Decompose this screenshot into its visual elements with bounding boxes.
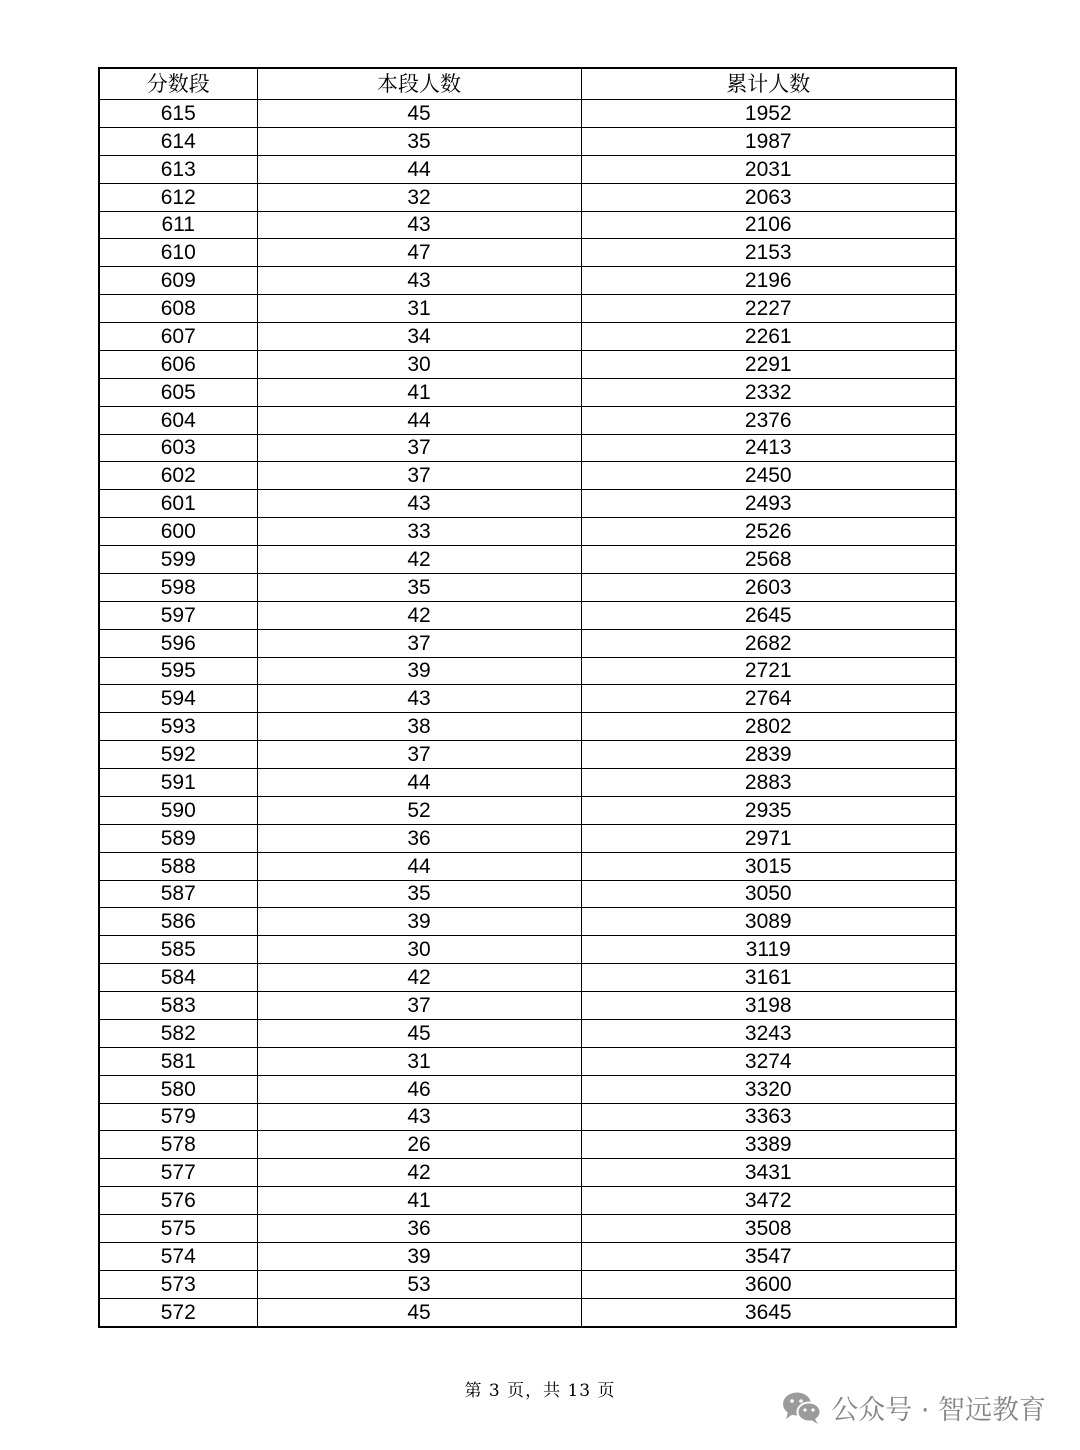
segment-count-cell: 35 xyxy=(257,880,581,908)
table-row xyxy=(99,1131,956,1159)
score-cell: 594 xyxy=(99,685,257,713)
cumulative-count-cell: 3274 xyxy=(581,1047,956,1075)
cumulative-count-cell: 3600 xyxy=(581,1270,956,1298)
table-row xyxy=(99,434,956,462)
cumulative-count-cell: 1952 xyxy=(581,100,956,128)
table-row xyxy=(99,601,956,629)
table-row xyxy=(99,1270,956,1298)
cumulative-count-cell: 3431 xyxy=(581,1159,956,1187)
segment-count-cell: 36 xyxy=(257,1215,581,1243)
score-cell: 573 xyxy=(99,1270,257,1298)
table-row xyxy=(99,880,956,908)
cumulative-count-cell: 3363 xyxy=(581,1103,956,1131)
cumulative-count-cell: 2153 xyxy=(581,239,956,267)
score-cell: 581 xyxy=(99,1047,257,1075)
cumulative-count-cell: 2332 xyxy=(581,378,956,406)
segment-count-cell: 33 xyxy=(257,518,581,546)
segment-count-cell: 37 xyxy=(257,992,581,1020)
segment-count-cell: 35 xyxy=(257,573,581,601)
segment-count-cell: 39 xyxy=(257,1242,581,1270)
cumulative-count-cell: 3472 xyxy=(581,1187,956,1215)
segment-count-cell: 41 xyxy=(257,378,581,406)
table-row xyxy=(99,769,956,797)
cumulative-count-cell: 2031 xyxy=(581,155,956,183)
table-row xyxy=(99,713,956,741)
table-row xyxy=(99,741,956,769)
segment-count-cell: 44 xyxy=(257,852,581,880)
segment-count-cell: 37 xyxy=(257,434,581,462)
cumulative-count-cell: 3119 xyxy=(581,936,956,964)
score-cell: 603 xyxy=(99,434,257,462)
segment-count-cell: 41 xyxy=(257,1187,581,1215)
table-row xyxy=(99,992,956,1020)
segment-count-cell: 47 xyxy=(257,239,581,267)
score-cell: 613 xyxy=(99,155,257,183)
segment-count-cell: 43 xyxy=(257,267,581,295)
table-header-row xyxy=(99,68,956,100)
score-cell: 587 xyxy=(99,880,257,908)
table-row xyxy=(99,657,956,685)
segment-count-cell: 46 xyxy=(257,1075,581,1103)
score-cell: 602 xyxy=(99,462,257,490)
segment-count-cell: 44 xyxy=(257,155,581,183)
cumulative-count-cell: 2883 xyxy=(581,769,956,797)
page-number-footer: 第 3 页，共 13 页 xyxy=(464,1381,616,1401)
score-cell: 610 xyxy=(99,239,257,267)
table-row xyxy=(99,295,956,323)
cumulative-count-cell: 3320 xyxy=(581,1075,956,1103)
score-cell: 575 xyxy=(99,1215,257,1243)
segment-count-cell: 43 xyxy=(257,685,581,713)
cumulative-count-cell: 2227 xyxy=(581,295,956,323)
segment-count-cell: 45 xyxy=(257,1298,581,1326)
table-body xyxy=(99,100,956,1327)
table-row xyxy=(99,323,956,351)
table-row xyxy=(99,127,956,155)
score-cell: 572 xyxy=(99,1298,257,1326)
score-cell: 612 xyxy=(99,183,257,211)
table-row xyxy=(99,629,956,657)
segment-count-cell: 42 xyxy=(257,964,581,992)
segment-count-cell: 31 xyxy=(257,295,581,323)
score-cell: 590 xyxy=(99,796,257,824)
score-cell: 586 xyxy=(99,908,257,936)
wechat-icon xyxy=(781,1390,823,1426)
score-cell: 608 xyxy=(99,295,257,323)
score-cell: 579 xyxy=(99,1103,257,1131)
segment-count-cell: 26 xyxy=(257,1131,581,1159)
cumulative-count-cell: 2721 xyxy=(581,657,956,685)
cumulative-count-cell: 2971 xyxy=(581,824,956,852)
table-row xyxy=(99,573,956,601)
table-row xyxy=(99,1019,956,1047)
score-cell: 598 xyxy=(99,573,257,601)
segment-count-cell: 43 xyxy=(257,490,581,518)
segment-count-cell: 39 xyxy=(257,908,581,936)
cumulative-count-cell: 2493 xyxy=(581,490,956,518)
header-segment-count: 本段人数 xyxy=(257,68,581,100)
table-row xyxy=(99,1242,956,1270)
table-row xyxy=(99,796,956,824)
segment-count-cell: 37 xyxy=(257,462,581,490)
cumulative-count-cell: 3547 xyxy=(581,1242,956,1270)
score-cell: 611 xyxy=(99,211,257,239)
segment-count-cell: 30 xyxy=(257,350,581,378)
segment-count-cell: 44 xyxy=(257,406,581,434)
header-cumulative-count: 累计人数 xyxy=(581,68,956,100)
segment-count-cell: 30 xyxy=(257,936,581,964)
cumulative-count-cell: 3015 xyxy=(581,852,956,880)
table-row xyxy=(99,155,956,183)
table-row xyxy=(99,267,956,295)
table-row xyxy=(99,1159,956,1187)
score-cell: 589 xyxy=(99,824,257,852)
table-row xyxy=(99,462,956,490)
table-row xyxy=(99,685,956,713)
cumulative-count-cell: 2196 xyxy=(581,267,956,295)
cumulative-count-cell: 3389 xyxy=(581,1131,956,1159)
table-row xyxy=(99,908,956,936)
segment-count-cell: 42 xyxy=(257,1159,581,1187)
table-row xyxy=(99,1298,956,1326)
score-cell: 609 xyxy=(99,267,257,295)
table-row xyxy=(99,183,956,211)
table-row xyxy=(99,546,956,574)
table-row xyxy=(99,1215,956,1243)
segment-count-cell: 52 xyxy=(257,796,581,824)
cumulative-count-cell: 2291 xyxy=(581,350,956,378)
segment-count-cell: 39 xyxy=(257,657,581,685)
score-cell: 593 xyxy=(99,713,257,741)
table-row xyxy=(99,211,956,239)
cumulative-count-cell: 2603 xyxy=(581,573,956,601)
cumulative-count-cell: 2568 xyxy=(581,546,956,574)
score-cell: 596 xyxy=(99,629,257,657)
cumulative-count-cell: 2935 xyxy=(581,796,956,824)
table-row xyxy=(99,378,956,406)
score-cell: 583 xyxy=(99,992,257,1020)
score-distribution-table xyxy=(98,67,957,1328)
score-cell: 578 xyxy=(99,1131,257,1159)
score-cell: 600 xyxy=(99,518,257,546)
score-cell: 592 xyxy=(99,741,257,769)
table-row xyxy=(99,1103,956,1131)
table-row xyxy=(99,936,956,964)
score-cell: 604 xyxy=(99,406,257,434)
score-cell: 577 xyxy=(99,1159,257,1187)
segment-count-cell: 38 xyxy=(257,713,581,741)
cumulative-count-cell: 2645 xyxy=(581,601,956,629)
watermark-text: 公众号 · 智远教育 xyxy=(831,1395,1046,1426)
cumulative-count-cell: 3198 xyxy=(581,992,956,1020)
cumulative-count-cell: 3508 xyxy=(581,1215,956,1243)
watermark xyxy=(781,1388,1046,1427)
cumulative-count-cell: 2526 xyxy=(581,518,956,546)
segment-count-cell: 36 xyxy=(257,824,581,852)
score-cell: 591 xyxy=(99,769,257,797)
segment-count-cell: 43 xyxy=(257,211,581,239)
cumulative-count-cell: 3050 xyxy=(581,880,956,908)
score-cell: 599 xyxy=(99,546,257,574)
score-cell: 606 xyxy=(99,350,257,378)
score-cell: 576 xyxy=(99,1187,257,1215)
table-row xyxy=(99,964,956,992)
segment-count-cell: 37 xyxy=(257,629,581,657)
table-row xyxy=(99,852,956,880)
table-row xyxy=(99,1075,956,1103)
cumulative-count-cell: 3161 xyxy=(581,964,956,992)
segment-count-cell: 45 xyxy=(257,1019,581,1047)
cumulative-count-cell: 3645 xyxy=(581,1298,956,1326)
segment-count-cell: 34 xyxy=(257,323,581,351)
score-cell: 588 xyxy=(99,852,257,880)
score-cell: 607 xyxy=(99,323,257,351)
segment-count-cell: 53 xyxy=(257,1270,581,1298)
score-cell: 615 xyxy=(99,100,257,128)
cumulative-count-cell: 3243 xyxy=(581,1019,956,1047)
cumulative-count-cell: 3089 xyxy=(581,908,956,936)
cumulative-count-cell: 2764 xyxy=(581,685,956,713)
table-row xyxy=(99,350,956,378)
table-row xyxy=(99,824,956,852)
score-cell: 601 xyxy=(99,490,257,518)
table-row xyxy=(99,239,956,267)
segment-count-cell: 31 xyxy=(257,1047,581,1075)
cumulative-count-cell: 2682 xyxy=(581,629,956,657)
score-cell: 584 xyxy=(99,964,257,992)
score-cell: 585 xyxy=(99,936,257,964)
cumulative-count-cell: 2106 xyxy=(581,211,956,239)
cumulative-count-cell: 2376 xyxy=(581,406,956,434)
score-cell: 597 xyxy=(99,601,257,629)
cumulative-count-cell: 2839 xyxy=(581,741,956,769)
segment-count-cell: 45 xyxy=(257,100,581,128)
score-cell: 582 xyxy=(99,1019,257,1047)
cumulative-count-cell: 2450 xyxy=(581,462,956,490)
segment-count-cell: 35 xyxy=(257,127,581,155)
table-row xyxy=(99,1187,956,1215)
cumulative-count-cell: 2802 xyxy=(581,713,956,741)
table-row xyxy=(99,406,956,434)
score-cell: 614 xyxy=(99,127,257,155)
cumulative-count-cell: 2063 xyxy=(581,183,956,211)
segment-count-cell: 37 xyxy=(257,741,581,769)
table-row xyxy=(99,518,956,546)
segment-count-cell: 43 xyxy=(257,1103,581,1131)
segment-count-cell: 42 xyxy=(257,546,581,574)
segment-count-cell: 44 xyxy=(257,769,581,797)
score-cell: 574 xyxy=(99,1242,257,1270)
segment-count-cell: 42 xyxy=(257,601,581,629)
table-row xyxy=(99,490,956,518)
score-cell: 580 xyxy=(99,1075,257,1103)
table-row xyxy=(99,1047,956,1075)
table-row xyxy=(99,100,956,128)
score-cell: 595 xyxy=(99,657,257,685)
cumulative-count-cell: 2413 xyxy=(581,434,956,462)
score-cell: 605 xyxy=(99,378,257,406)
cumulative-count-cell: 1987 xyxy=(581,127,956,155)
header-score-range: 分数段 xyxy=(99,68,257,100)
cumulative-count-cell: 2261 xyxy=(581,323,956,351)
segment-count-cell: 32 xyxy=(257,183,581,211)
